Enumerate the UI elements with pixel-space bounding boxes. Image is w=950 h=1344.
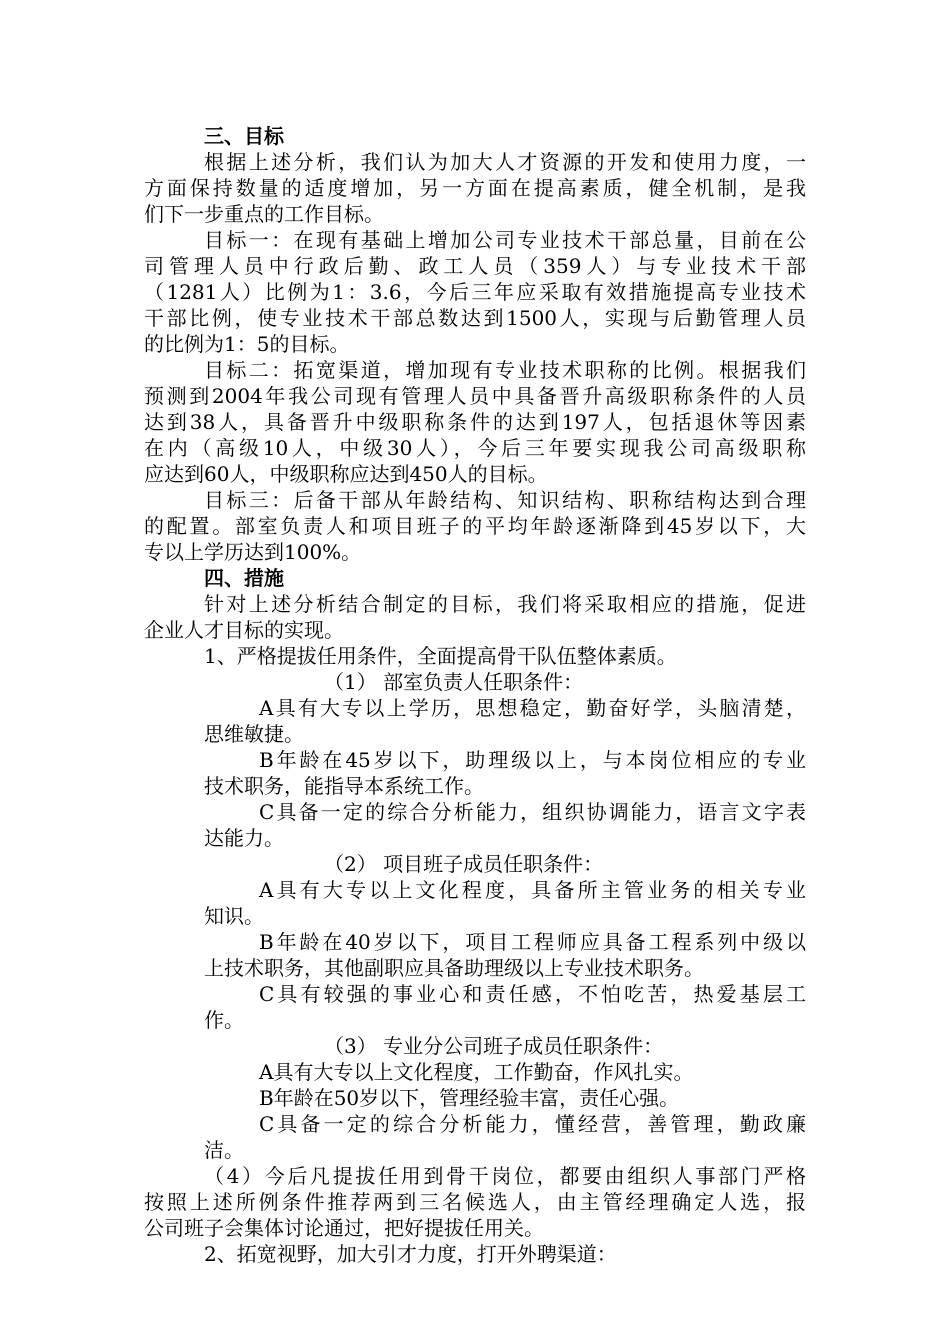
paragraph-line: 应达到60人，中级职称应达到450人的目标。 xyxy=(144,462,548,486)
paragraph-line: 2、拓宽视野，加大引才力度，打开外聘渠道： xyxy=(204,1242,617,1266)
paragraph-line: 的比例为1：5的目标。 xyxy=(144,332,350,356)
subsection-title: （2） 项目班子成员任职条件： xyxy=(324,852,604,876)
paragraph-line: 洁。 xyxy=(204,1138,244,1162)
paragraph-line: （4）今后凡提拔任用到骨干岗位，都要由组织人事部门严格 xyxy=(204,1164,806,1188)
paragraph-line: 们下一步重点的工作目标。 xyxy=(144,202,384,226)
paragraph-line: 干部比例，使专业技术干部总数达到1500人，实现与后勤管理人员 xyxy=(144,306,806,330)
paragraph-line: A具有大专以上学历，思想稳定，勤奋好学，头脑清楚， xyxy=(259,696,806,720)
paragraph-line: C具有较强的事业心和责任感，不怕吃苦，热爱基层工 xyxy=(259,982,806,1006)
paragraph-line: 预测到2004年我公司现有管理人员中具备晋升高级职称条件的人员 xyxy=(144,384,806,408)
paragraph-line: 达能力。 xyxy=(204,826,284,850)
paragraph-line: 司管理人员中行政后勤、政工人员（359人）与专业技术干部 xyxy=(144,254,806,278)
paragraph-line: 针对上述分析结合制定的目标，我们将采取相应的措施，促进 xyxy=(204,592,806,616)
paragraph-line: 作。 xyxy=(204,1008,244,1032)
paragraph-line: 按照上述所例条件推荐两到三名候选人，由主管经理确定人选，报 xyxy=(144,1190,806,1214)
paragraph-line: B年龄在50岁以下，管理经验丰富，责任心强。 xyxy=(259,1086,680,1110)
paragraph-line: 的配置。部室负责人和项目班子的平均年龄逐渐降到45岁以下，大 xyxy=(144,514,806,538)
paragraph-line: 专以上学历达到100%。 xyxy=(144,540,362,564)
subsection-title: （1） 部室负责人任职条件： xyxy=(324,670,584,694)
paragraph-line: 达到38人，具备晋升中级职称条件的达到197人，包括退休等因素 xyxy=(144,410,806,434)
paragraph-line: 知识。 xyxy=(204,904,264,928)
paragraph-line: 1、严格提拔任用条件，全面提高骨干队伍整体素质。 xyxy=(204,644,677,668)
paragraph-line: A具有大专以上文化程度，工作勤奋，作风扎实。 xyxy=(259,1060,694,1084)
paragraph-line: 方面保持数量的适度增加，另一方面在提高素质，健全机制，是我 xyxy=(144,176,806,200)
paragraph-line: 在内（高级10人，中级30人），今后三年要实现我公司高级职称 xyxy=(144,436,806,460)
paragraph-line: （1281人）比例为1：3.6，今后三年应采取有效措施提高专业技术 xyxy=(144,280,806,304)
paragraph-line: 上技术职务，其他副职应具备助理级以上专业技术职务。 xyxy=(204,956,704,980)
paragraph-line: 根据上述分析，我们认为加大人才资源的开发和使用力度，一 xyxy=(204,150,806,174)
section-heading-measures: 四、措施 xyxy=(204,566,284,590)
paragraph-line: B年龄在40岁以下，项目工程师应具备工程系列中级以 xyxy=(259,930,806,954)
paragraph-line: C具备一定的综合分析能力，懂经营，善管理，勤政廉 xyxy=(259,1112,806,1136)
paragraph-line: A具有大专以上文化程度，具备所主管业务的相关专业 xyxy=(259,878,806,902)
section-heading-goals: 三、目标 xyxy=(204,124,284,148)
paragraph-line: 目标二：拓宽渠道，增加现有专业技术职称的比例。根据我们 xyxy=(204,358,806,382)
paragraph-line: B年龄在45岁以下，助理级以上，与本岗位相应的专业 xyxy=(259,748,806,772)
paragraph-line: 目标一：在现有基础上增加公司专业技术干部总量，目前在公 xyxy=(204,228,806,252)
paragraph-line: 思维敏捷。 xyxy=(204,722,304,746)
paragraph-line: 企业人才目标的实现。 xyxy=(144,618,344,642)
paragraph-line: 目标三：后备干部从年龄结构、知识结构、职称结构达到合理 xyxy=(204,488,806,512)
paragraph-line: 技术职务，能指导本系统工作。 xyxy=(204,774,484,798)
paragraph-line: C具备一定的综合分析能力，组织协调能力，语言文字表 xyxy=(259,800,806,824)
paragraph-line: 公司班子会集体讨论通过，把好提拔任用关。 xyxy=(144,1216,544,1240)
subsection-title: （3） 专业分公司班子成员任职条件： xyxy=(324,1034,664,1058)
